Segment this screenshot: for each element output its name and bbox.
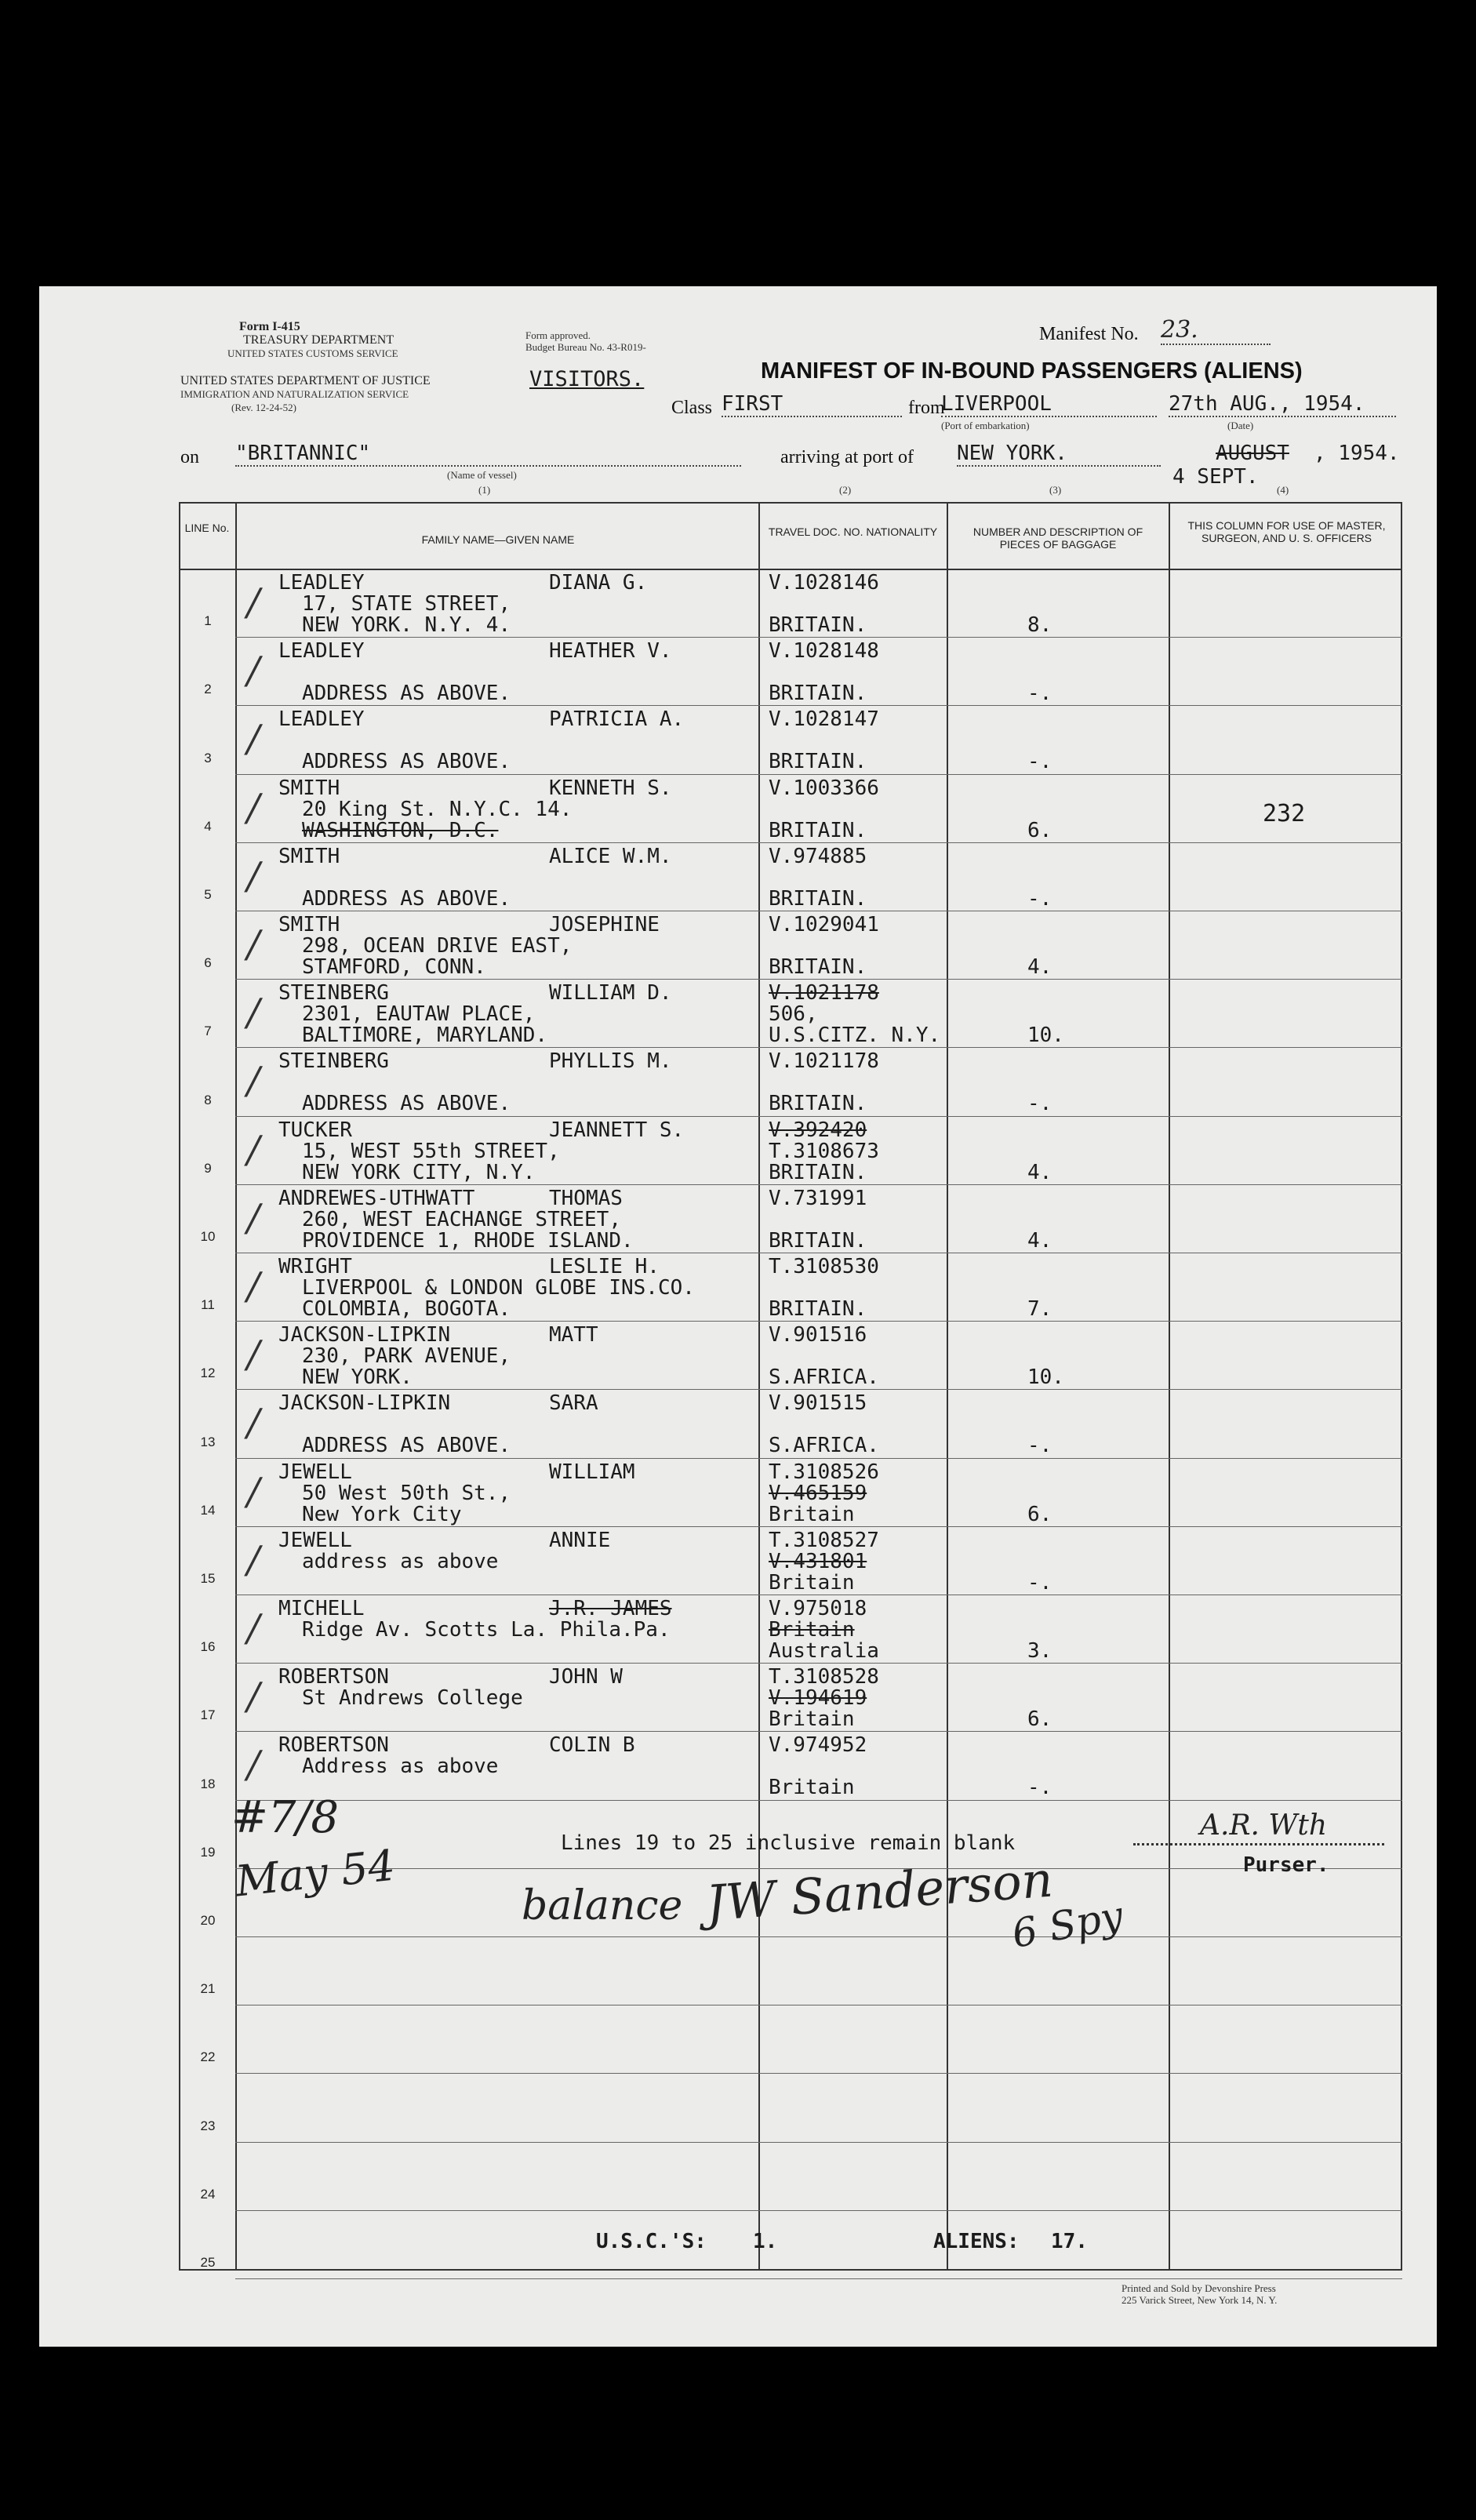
address-line-1: Ridge Av. Scotts La. Phila.Pa.	[302, 1618, 671, 1642]
given-name: ANNIE	[549, 1529, 611, 1552]
aliens-value: 17.	[1051, 2230, 1088, 2253]
nationality: BRITAIN.	[769, 1297, 867, 1321]
nationality: BRITAIN.	[769, 750, 867, 773]
col-num-1: (1)	[478, 484, 491, 496]
nationality: S.AFRICA.	[769, 1434, 879, 1457]
dept-ins: IMMIGRATION AND NATURALIZATION SERVICE	[180, 388, 409, 400]
baggage-count: 4.	[1027, 1161, 1052, 1184]
baggage-count: -.	[1027, 750, 1052, 773]
nationality: Britain	[769, 1571, 855, 1595]
address-line-2: NEW YORK.	[302, 1365, 413, 1389]
line-rule	[235, 1458, 1402, 1459]
check-mark: /	[247, 1196, 260, 1240]
family-name: WRIGHT	[278, 1255, 352, 1278]
address-line-1: 15, WEST 55th STREET,	[302, 1140, 560, 1163]
travel-doc-number: V.1028147	[769, 707, 879, 731]
address-line-1: 20 King St. N.Y.C. 14.	[302, 798, 573, 821]
travel-doc-number: V.1028148	[769, 639, 879, 663]
given-name: WILLIAM	[549, 1460, 635, 1484]
line-rule	[235, 2278, 1402, 2279]
address-line-2: ADDRESS AS ABOVE.	[302, 750, 511, 773]
travel-doc-number: T.3108527	[769, 1529, 879, 1552]
travel-doc-number-2: V.194619	[769, 1686, 867, 1710]
given-name: ALICE W.M.	[549, 845, 672, 868]
line-number: 16	[200, 1639, 216, 1654]
printer-line-1: Printed and Sold by Devonshire Press	[1122, 2282, 1276, 2294]
baggage-count: 8.	[1027, 613, 1052, 637]
travel-doc-number: V.1029041	[769, 913, 879, 936]
travel-doc-number: V.1021178	[769, 981, 879, 1005]
line-rule	[235, 1663, 1402, 1664]
nationality: BRITAIN.	[769, 955, 867, 979]
travel-doc-number: V.1003366	[769, 776, 879, 800]
handwritten-mark: #7/8	[231, 1792, 340, 1843]
travel-doc-number-2: Britain	[769, 1618, 855, 1642]
line-number: 22	[200, 2049, 216, 2064]
line-rule	[235, 1389, 1402, 1390]
family-name: ROBERTSON	[278, 1665, 389, 1689]
baggage-count: 6.	[1027, 1503, 1052, 1526]
col-header-baggage: NUMBER AND DESCRIPTION OF PIECES OF BAGGAGE	[972, 525, 1143, 551]
address-line-1: 298, OCEAN DRIVE EAST,	[302, 934, 573, 958]
family-name: LEADLEY	[278, 571, 365, 595]
check-mark: /	[247, 1333, 260, 1376]
line-number: 11	[201, 1297, 215, 1312]
family-name: JEWELL	[278, 1529, 352, 1552]
form-approved: Form approved.	[525, 329, 591, 341]
dept-customs: UNITED STATES CUSTOMS SERVICE	[227, 347, 398, 359]
line-number: 21	[200, 1981, 216, 1996]
line-number: 23	[200, 2118, 216, 2133]
baggage-count: 7.	[1027, 1297, 1052, 1321]
address-line-1: 50 West 50th St.,	[302, 1482, 511, 1505]
on-label: on	[180, 447, 199, 467]
line-number: 1	[204, 613, 212, 628]
travel-doc-number: V.974885	[769, 845, 867, 868]
signature-3: 6 Spy	[1009, 1893, 1127, 1957]
line-number: 6	[204, 955, 212, 970]
port-value: NEW YORK.	[957, 442, 1161, 467]
col-header-doc: TRAVEL DOC. NO. NATIONALITY	[768, 525, 938, 538]
line-number: 20	[200, 1913, 216, 1928]
from-label: from	[908, 398, 945, 418]
line-number: 15	[200, 1571, 216, 1586]
family-name: JEWELL	[278, 1460, 352, 1484]
baggage-count: 6.	[1027, 819, 1052, 842]
check-mark: /	[247, 854, 260, 898]
line-rule	[235, 1184, 1402, 1185]
baggage-count: 6.	[1027, 1707, 1052, 1731]
nationality: BRITAIN.	[769, 887, 867, 911]
printer-line-2: 225 Varick Street, New York 14, N. Y.	[1122, 2294, 1278, 2306]
check-mark: /	[247, 1264, 260, 1308]
check-mark: /	[247, 1675, 260, 1718]
travel-doc-number: V.901516	[769, 1323, 867, 1347]
dept-justice: UNITED STATES DEPARTMENT OF JUSTICE	[180, 374, 431, 387]
address-line-2: BALTIMORE, MARYLAND.	[302, 1024, 548, 1047]
address-line-1: St Andrews College	[302, 1686, 523, 1710]
nationality: BRITAIN.	[769, 1161, 867, 1184]
check-mark: /	[247, 1059, 260, 1103]
nationality: BRITAIN.	[769, 682, 867, 705]
line-rule	[235, 1800, 1402, 1801]
address-line-1: address as above	[302, 1550, 499, 1573]
line-rule	[235, 1321, 1402, 1322]
revision: (Rev. 12-24-52)	[231, 402, 296, 413]
address-line-1: 2301, EAUTAW PLACE,	[302, 1002, 536, 1026]
line-rule	[235, 774, 1402, 775]
address-line-2: NEW YORK CITY, N.Y.	[302, 1161, 536, 1184]
address-line-1: LIVERPOOL & LONDON GLOBE INS.CO.	[302, 1276, 695, 1300]
address-line-2: COLOMBIA, BOGOTA.	[302, 1297, 511, 1321]
line-number: 8	[204, 1093, 212, 1107]
date-value: 27th AUG., 1954.	[1169, 392, 1396, 417]
line-number: 14	[200, 1503, 216, 1518]
nationality: BRITAIN.	[769, 819, 867, 842]
family-name: STEINBERG	[278, 981, 389, 1005]
embark-caption: (Port of embarkation)	[941, 420, 1030, 431]
check-mark: /	[247, 922, 260, 966]
line-number: 24	[200, 2187, 216, 2202]
col-num-3: (3)	[1049, 484, 1062, 496]
travel-doc-number: V.974952	[769, 1733, 867, 1757]
address-line-2: NEW YORK. N.Y. 4.	[302, 613, 511, 637]
manifest-page	[39, 286, 1437, 2347]
travel-doc-number: V.975018	[769, 1597, 867, 1620]
line-number: 25	[200, 2255, 216, 2270]
line-rule	[235, 2073, 1402, 2074]
line-number: 10	[200, 1229, 216, 1244]
officer-note: 232	[1263, 800, 1306, 827]
family-name: JACKSON-LIPKIN	[278, 1323, 451, 1347]
baggage-count: -.	[1027, 682, 1052, 705]
col-num-2: (2)	[839, 484, 852, 496]
family-name: LEADLEY	[278, 639, 365, 663]
family-name: ROBERTSON	[278, 1733, 389, 1757]
blank-lines-note: Lines 19 to 25 inclusive remain blank	[561, 1831, 1016, 1855]
baggage-count: 4.	[1027, 1229, 1052, 1253]
travel-doc-number: V.392420	[769, 1118, 867, 1142]
line-number: 5	[204, 887, 212, 902]
check-mark: /	[247, 717, 260, 761]
check-mark: /	[247, 580, 260, 624]
travel-doc-number: T.3108528	[769, 1665, 879, 1689]
dept-treasury: TREASURY DEPARTMENT	[243, 333, 394, 347]
line-rule	[235, 1047, 1402, 1048]
purser-signature: A.R. Wth	[1200, 1809, 1328, 1842]
line-number: 19	[200, 1845, 216, 1860]
given-name: WILLIAM D.	[549, 981, 672, 1005]
line-number: 9	[204, 1161, 212, 1176]
line-number: 4	[204, 819, 212, 834]
line-number: 2	[204, 682, 212, 696]
given-name: J.R. JAMES	[549, 1597, 672, 1620]
nationality: U.S.CITZ. N.Y.	[769, 1024, 941, 1047]
travel-doc-number: V.1021178	[769, 1049, 879, 1073]
travel-doc-number: T.3108530	[769, 1255, 879, 1278]
given-name: COLIN B	[549, 1733, 635, 1757]
baggage-count: 10.	[1027, 1024, 1064, 1047]
check-mark: /	[247, 1128, 260, 1172]
address-line-1: Address as above	[302, 1755, 499, 1778]
given-name: SARA	[549, 1391, 598, 1415]
usc-value: 1.	[753, 2230, 778, 2253]
line-number: 13	[200, 1435, 216, 1449]
baggage-count: -.	[1027, 887, 1052, 911]
given-name: HEATHER V.	[549, 639, 672, 663]
given-name: JOHN W	[549, 1665, 623, 1689]
given-name: LESLIE H.	[549, 1255, 660, 1278]
given-name: DIANA G.	[549, 571, 648, 595]
check-mark: /	[247, 1401, 260, 1445]
family-name: JACKSON-LIPKIN	[278, 1391, 451, 1415]
arrival-date-new: 4 SEPT.	[1172, 465, 1259, 489]
family-name: TUCKER	[278, 1118, 352, 1142]
class-value: FIRST	[722, 392, 902, 417]
manifest-title: MANIFEST OF IN-BOUND PASSENGERS (ALIENS)	[761, 358, 1303, 384]
aliens-label: ALIENS:	[933, 2230, 1020, 2253]
manifest-no-label: Manifest No.	[1039, 324, 1139, 344]
line-rule	[235, 2142, 1402, 2143]
check-mark: /	[247, 991, 260, 1035]
signature-2: JW Sanderson	[703, 1850, 1055, 1933]
arrival-date-struck: AUGUST	[1216, 442, 1289, 465]
given-name: JEANNETT S.	[549, 1118, 685, 1142]
nationality: Australia	[769, 1639, 879, 1663]
address-line-2: WASHINGTON, D.C.	[302, 819, 499, 842]
travel-doc-number: T.3108526	[769, 1460, 879, 1484]
vessel-name: "BRITANNIC"	[235, 442, 741, 467]
handwritten-date: May 54	[233, 1840, 398, 1907]
address-line-2: ADDRESS AS ABOVE.	[302, 887, 511, 911]
given-name: PHYLLIS M.	[549, 1049, 672, 1073]
line-rule	[235, 1731, 1402, 1732]
address-line-1: 17, STATE STREET,	[302, 592, 511, 616]
signature-1: balance	[522, 1882, 683, 1929]
nationality: S.AFRICA.	[769, 1365, 879, 1389]
given-name: THOMAS	[549, 1187, 623, 1210]
travel-doc-number-2: 506,	[769, 1002, 818, 1026]
travel-doc-number-2: V.431801	[769, 1550, 867, 1573]
arriving-label: arriving at port of	[780, 447, 914, 467]
family-name: MICHELL	[278, 1597, 365, 1620]
nationality: BRITAIN.	[769, 613, 867, 637]
purser-label: Purser.	[1243, 1853, 1329, 1877]
col-header-name: FAMILY NAME—GIVEN NAME	[421, 533, 575, 546]
check-mark: /	[247, 786, 260, 830]
class-label: Class	[671, 398, 713, 418]
line-rule	[235, 705, 1402, 706]
col-header-officers: THIS COLUMN FOR USE OF MASTER, SURGEON, AND U. S. OFFICERS	[1187, 519, 1386, 544]
family-name: SMITH	[278, 776, 340, 800]
baggage-count: -.	[1027, 1434, 1052, 1457]
check-mark: /	[247, 1606, 260, 1650]
given-name: PATRICIA A.	[549, 707, 685, 731]
line-number: 17	[200, 1707, 216, 1722]
address-line-1: 230, PARK AVENUE,	[302, 1344, 511, 1368]
col-header-line: LINE No.	[184, 522, 230, 534]
line-number: 12	[200, 1365, 216, 1380]
given-name: JOSEPHINE	[549, 913, 660, 936]
nationality: Britain	[769, 1707, 855, 1731]
address-line-2: ADDRESS AS ABOVE.	[302, 1434, 511, 1457]
budget-bureau: Budget Bureau No. 43-R019-	[525, 341, 646, 353]
check-mark: /	[247, 1743, 260, 1787]
line-rule	[235, 979, 1402, 980]
line-rule	[235, 842, 1402, 843]
family-name: SMITH	[278, 913, 340, 936]
baggage-count: 3.	[1027, 1639, 1052, 1663]
travel-doc-number: V.901515	[769, 1391, 867, 1415]
baggage-count: -.	[1027, 1571, 1052, 1595]
check-mark: /	[247, 1538, 260, 1582]
line-rule	[235, 1116, 1402, 1117]
address-line-2: ADDRESS AS ABOVE.	[302, 682, 511, 705]
baggage-count: -.	[1027, 1776, 1052, 1799]
date-caption: (Date)	[1227, 420, 1254, 431]
visitors-label: VISITORS.	[529, 367, 645, 391]
line-number: 3	[204, 751, 212, 765]
nationality: Britain	[769, 1776, 855, 1799]
manifest-no-value: 23.	[1161, 316, 1271, 345]
address-line-2: STAMFORD, CONN.	[302, 955, 486, 979]
check-mark: /	[247, 649, 260, 693]
address-line-2: New York City	[302, 1503, 462, 1526]
nationality: BRITAIN.	[769, 1092, 867, 1115]
baggage-count: -.	[1027, 1092, 1052, 1115]
travel-doc-number: V.1028146	[769, 571, 879, 595]
travel-doc-number-2: V.465159	[769, 1482, 867, 1505]
given-name: KENNETH S.	[549, 776, 672, 800]
family-name: ANDREWES-UTHWATT	[278, 1187, 475, 1210]
from-value: LIVERPOOL	[941, 392, 1157, 417]
arrival-year: , 1954.	[1314, 442, 1400, 465]
family-name: LEADLEY	[278, 707, 365, 731]
travel-doc-number-2: T.3108673	[769, 1140, 879, 1163]
baggage-count: 4.	[1027, 955, 1052, 979]
line-rule	[235, 1936, 1402, 1937]
form-number: Form I-415	[239, 320, 300, 333]
line-number: 18	[200, 1776, 216, 1791]
vessel-caption: (Name of vessel)	[447, 469, 517, 481]
usc-label: U.S.C.'S:	[596, 2230, 707, 2253]
line-rule	[235, 2210, 1402, 2211]
baggage-count: 10.	[1027, 1365, 1064, 1389]
family-name: SMITH	[278, 845, 340, 868]
nationality: Britain	[769, 1503, 855, 1526]
line-rule	[235, 637, 1402, 638]
col-num-4: (4)	[1277, 484, 1289, 496]
address-line-1: 260, WEST EACHANGE STREET,	[302, 1208, 621, 1231]
travel-doc-number: V.731991	[769, 1187, 867, 1210]
nationality: BRITAIN.	[769, 1229, 867, 1253]
line-number: 7	[204, 1024, 212, 1038]
line-rule	[235, 1526, 1402, 1527]
check-mark: /	[247, 1470, 260, 1514]
address-line-2: ADDRESS AS ABOVE.	[302, 1092, 511, 1115]
address-line-2: PROVIDENCE 1, RHODE ISLAND.	[302, 1229, 634, 1253]
family-name: STEINBERG	[278, 1049, 389, 1073]
given-name: MATT	[549, 1323, 598, 1347]
